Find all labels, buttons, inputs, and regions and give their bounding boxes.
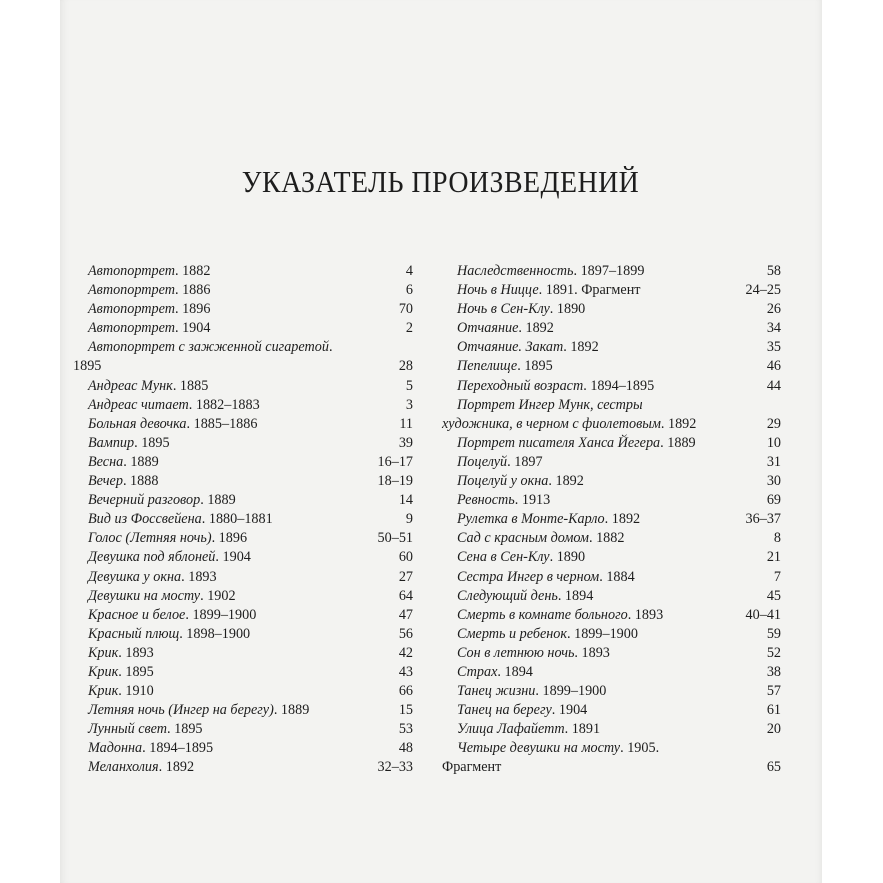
- work-year: . 1893: [118, 644, 154, 661]
- page-number: 38: [766, 663, 781, 680]
- work-name: Вечер: [88, 473, 123, 490]
- page-number: 58: [766, 263, 781, 279]
- page-number: 20: [766, 721, 781, 738]
- work-name: Девушки на мосту: [88, 587, 201, 604]
- page-number: 44: [766, 377, 781, 394]
- page-number: 26: [766, 301, 781, 318]
- work-name: Вид из Фоссвейена: [88, 511, 202, 528]
- work-year: . 1884: [599, 568, 635, 585]
- work-year: . 1891: [564, 721, 601, 738]
- work-name: Отчаяние. Закат: [457, 339, 564, 356]
- page-number: 34: [766, 320, 781, 337]
- index-entry: [457, 396, 781, 415]
- entry-title: [457, 262, 644, 281]
- page-number: 24–25: [745, 282, 781, 299]
- work-name: Смерть в комнате больного: [457, 606, 628, 623]
- work-year: . 1891. Фрагмент: [538, 282, 641, 299]
- work-year: . 1904: [215, 549, 251, 566]
- index-entry: [457, 472, 781, 491]
- page-number: 15: [398, 702, 413, 719]
- index-entry: [457, 568, 781, 587]
- index-entry: [88, 338, 413, 357]
- entry-title: [88, 510, 273, 529]
- index-entry: [457, 720, 781, 739]
- index-entry: [73, 357, 413, 376]
- index-entry: [457, 663, 781, 682]
- index-entry: [457, 338, 781, 357]
- work-year: . 1896: [211, 530, 248, 547]
- work-year: . 1899–1900: [185, 606, 257, 623]
- work-name: Крик: [88, 683, 119, 700]
- entry-title: [88, 548, 251, 567]
- work-name: Ночь в Сен-Клу: [457, 301, 550, 318]
- page-number: 70: [398, 301, 413, 318]
- work-year: . 1895: [167, 721, 203, 738]
- page-number: 5: [405, 377, 413, 394]
- work-name: Смерть и ребенок: [457, 625, 568, 642]
- entry-title: [457, 396, 643, 415]
- entry-title: [457, 720, 600, 739]
- work-name: Андреас читает: [88, 396, 189, 413]
- work-name: Поцелуй у окна: [457, 473, 549, 490]
- entry-title: [457, 606, 663, 625]
- entry-title: [73, 357, 101, 376]
- page-number: 59: [766, 625, 781, 642]
- work-year: . 1893: [181, 568, 217, 585]
- entry-title: [457, 644, 610, 663]
- entry-title: [88, 625, 250, 644]
- work-name: Девушка под яблоней: [88, 549, 216, 566]
- entry-title: [457, 319, 554, 338]
- page-number: 28: [398, 358, 413, 375]
- work-year: . 1904: [551, 702, 588, 719]
- work-year: . 1892: [518, 320, 554, 337]
- work-name: Отчаяние: [457, 320, 519, 337]
- work-year: . 1886: [174, 282, 211, 299]
- work-year: . 1892: [548, 473, 584, 490]
- work-name: Страх: [457, 663, 498, 680]
- work-year: . 1882: [588, 530, 625, 547]
- entry-title: [457, 587, 593, 606]
- entry-title: [457, 453, 543, 472]
- work-name: Переходный возраст: [457, 377, 584, 394]
- entry-title: [88, 739, 213, 758]
- page-number: 11: [399, 415, 413, 432]
- work-name: Вечерний разговор: [88, 492, 201, 509]
- index-entry: [457, 682, 781, 701]
- entry-title: [457, 625, 638, 644]
- page-number: 69: [766, 492, 781, 509]
- page-number: 56: [398, 625, 413, 642]
- work-name: Крик: [88, 663, 119, 680]
- work-name: Автопортрет с зажженной сигаретой: [88, 339, 329, 356]
- index-entry: [457, 434, 781, 453]
- index-entry: [457, 606, 781, 625]
- entry-title: [457, 281, 641, 300]
- page-number: 10: [766, 434, 781, 451]
- page-number: 64: [398, 587, 413, 604]
- entry-title: [457, 491, 550, 510]
- work-year: . 1899–1900: [567, 625, 638, 642]
- work-year: . 1882: [174, 263, 211, 279]
- work-year: . 1895: [134, 434, 170, 451]
- work-name: Красное и белое: [88, 606, 186, 623]
- index-entry: [88, 415, 413, 434]
- page-number: 50–51: [377, 530, 413, 547]
- index-entry: [442, 415, 781, 434]
- index-entry: [88, 548, 413, 567]
- work-name: художника, в черном с фиолетовым: [442, 415, 661, 432]
- work-name: Танец на берегу: [457, 702, 552, 719]
- work-year: . 1893: [627, 606, 664, 623]
- work-name: Больная девочка: [88, 415, 187, 432]
- entry-title: [457, 300, 585, 319]
- work-name: Ночь в Ницце: [457, 282, 539, 299]
- work-year: . 1894: [497, 663, 533, 680]
- index-entry: [88, 262, 413, 281]
- work-year: . 1894–1895: [142, 740, 214, 757]
- page-number: 36–37: [745, 511, 781, 528]
- work-year: . 1902: [200, 587, 236, 604]
- index-entry: [88, 758, 413, 777]
- entry-title: [457, 568, 635, 587]
- index-entry: [442, 758, 781, 777]
- page-title: УКАЗАТЕЛЬ ПРОИЗВЕДЕНИЙ: [241, 163, 640, 199]
- entry-title: [88, 606, 256, 625]
- page-number: 46: [766, 358, 781, 375]
- work-name: Девушка у окна: [88, 568, 182, 585]
- index-entry: [457, 587, 781, 606]
- entry-title: [457, 739, 659, 758]
- work-name: Автопортрет: [88, 263, 175, 279]
- work-name: Рулетка в Монте-Карло: [457, 511, 605, 528]
- entry-title: [88, 529, 247, 548]
- page-number: 18–19: [377, 473, 413, 490]
- entry-title: [88, 319, 210, 338]
- index-column-right: [442, 262, 781, 778]
- index-entry: [457, 281, 781, 300]
- index-entry: [457, 262, 781, 281]
- work-name: Голос (Летняя ночь): [88, 530, 212, 547]
- work-name: Поцелуй: [457, 453, 508, 470]
- work-name: Автопортрет: [88, 320, 175, 337]
- entry-title: [88, 663, 154, 682]
- entry-title: [88, 644, 154, 663]
- work-year: . 1889: [200, 492, 236, 509]
- work-name: Танец жизни: [457, 683, 536, 700]
- index-entry: [457, 739, 781, 758]
- entry-title: [88, 568, 217, 587]
- entry-title: [457, 682, 606, 701]
- work-name: Автопортрет: [88, 301, 175, 318]
- index-entry: [88, 491, 413, 510]
- work-year: 1895: [73, 358, 102, 375]
- page-number: 39: [398, 434, 413, 451]
- page-number: 3: [405, 396, 413, 413]
- entry-title: [442, 758, 501, 777]
- work-year: . 1890: [549, 301, 586, 318]
- index-entry: [88, 606, 413, 625]
- page-number: 57: [766, 683, 781, 700]
- entry-title: [88, 262, 210, 281]
- work-year: .: [328, 339, 333, 356]
- work-year: . 1885–1886: [186, 415, 258, 432]
- index-entry: [88, 739, 413, 758]
- page-number: 7: [773, 568, 781, 585]
- page-number: 8: [773, 530, 781, 547]
- entry-title: [88, 338, 333, 357]
- index-entry: [88, 720, 413, 739]
- work-year: . 1882–1883: [188, 396, 260, 413]
- work-year: . 1892: [158, 759, 195, 776]
- index-entry: [88, 663, 413, 682]
- work-year: . 1894–1895: [583, 377, 655, 394]
- work-name: Вампир: [88, 434, 135, 451]
- work-year: . 1890: [549, 549, 586, 566]
- work-name: Улица Лафайетт: [457, 721, 565, 738]
- entry-title: [88, 434, 170, 453]
- entry-title: [457, 357, 553, 376]
- entry-title: [457, 338, 599, 357]
- work-name: Лунный свет: [88, 721, 168, 738]
- entry-title: [88, 701, 309, 720]
- work-year: . 1894: [557, 587, 594, 604]
- entry-title: [88, 491, 236, 510]
- work-year: . 1885: [172, 377, 209, 394]
- index-entry: [88, 396, 413, 415]
- index-entry: [457, 453, 781, 472]
- work-name: Пепелище: [457, 358, 518, 375]
- index-entry: [88, 701, 413, 720]
- page-number: 65: [766, 759, 781, 776]
- index-entry: [457, 357, 781, 376]
- index-entry: [88, 587, 413, 606]
- work-name: Летняя ночь (Ингер на берегу): [88, 702, 274, 719]
- page-number: 35: [766, 339, 781, 356]
- index-entry: [457, 319, 781, 338]
- work-year: . 1893: [574, 644, 610, 661]
- entry-title: [88, 377, 208, 396]
- index-entry: [88, 434, 413, 453]
- page-number: 30: [766, 473, 781, 490]
- index-entry: [88, 510, 413, 529]
- work-name: Сад с красным домом: [457, 530, 589, 547]
- entry-title: [457, 529, 624, 548]
- entry-title: [88, 415, 257, 434]
- index-entry: [88, 529, 413, 548]
- work-name: Весна: [88, 453, 124, 470]
- work-name: Крик: [88, 644, 119, 661]
- page-number: 6: [405, 282, 413, 299]
- index-entry: [457, 300, 781, 319]
- work-name: Ревность: [457, 492, 515, 509]
- index-column-left: [73, 262, 413, 778]
- work-name: Четыре девушки на мосту: [457, 740, 621, 757]
- work-year: . 1897–1899: [573, 263, 645, 279]
- page-number: 42: [398, 644, 413, 661]
- page-number: 60: [398, 549, 413, 566]
- index-entry: [88, 644, 413, 663]
- index-entry: [457, 625, 781, 644]
- page-number: 52: [766, 644, 781, 661]
- entry-title: [88, 720, 203, 739]
- work-year: . 1897: [507, 453, 543, 470]
- work-year: . 1892: [660, 415, 697, 432]
- index-entry: [88, 625, 413, 644]
- work-name: Портрет Ингер Мунк, сестры: [457, 396, 643, 413]
- entry-title: [457, 663, 533, 682]
- index-entry: [457, 377, 781, 396]
- work-year: . 1905.: [620, 740, 660, 757]
- index-entry: [88, 453, 413, 472]
- page-number: 43: [398, 663, 413, 680]
- index-entry: [88, 568, 413, 587]
- work-year: . 1898–1900: [179, 625, 251, 642]
- page-number: 21: [766, 549, 781, 566]
- index-entry: [457, 491, 781, 510]
- entry-title: [88, 472, 158, 491]
- index-entry: [88, 682, 413, 701]
- entry-title: [88, 396, 260, 415]
- page-number: 31: [766, 453, 781, 470]
- work-year: . 1889: [123, 453, 159, 470]
- entry-title: [88, 682, 154, 701]
- entry-title: [88, 587, 236, 606]
- entry-title: [88, 758, 194, 777]
- index-entry: [88, 472, 413, 491]
- work-name: Портрет писателя Ханса Йегера: [457, 434, 661, 451]
- work-name: Наследственность: [457, 263, 574, 279]
- work-year: . 1896: [174, 301, 211, 318]
- page-number: 45: [766, 587, 781, 604]
- entry-title: [457, 472, 584, 491]
- work-year: . 1889: [660, 434, 696, 451]
- work-year: . 1892: [604, 511, 641, 528]
- work-name: Автопортрет: [88, 282, 175, 299]
- page-number: 40–41: [745, 606, 781, 623]
- index-entry: [88, 319, 413, 338]
- page-number: 4: [405, 263, 413, 279]
- entry-title: [88, 453, 159, 472]
- page-number: 9: [405, 511, 413, 528]
- entry-title: [457, 434, 696, 453]
- work-year: . 1899–1900: [535, 683, 607, 700]
- index-entry: [88, 300, 413, 319]
- page-number: 29: [766, 415, 781, 432]
- work-name: Сена в Сен-Клу: [457, 549, 550, 566]
- index-entry: [88, 377, 413, 396]
- entry-title: [88, 281, 210, 300]
- work-year: . 1888: [122, 473, 159, 490]
- work-name: Меланхолия: [88, 759, 159, 776]
- work-year: . 1904: [174, 320, 211, 337]
- page-number: 53: [398, 721, 413, 738]
- page-number: 2: [405, 320, 413, 337]
- work-name: Красный плющ: [88, 625, 180, 642]
- work-year: . 1895: [517, 358, 553, 375]
- work-year: . 1880–1881: [201, 511, 273, 528]
- entry-title: [457, 510, 640, 529]
- work-name: Следующий день: [457, 587, 558, 604]
- entry-title: [457, 377, 654, 396]
- entry-title: [442, 415, 696, 434]
- work-name: Сон в летнюю ночь: [457, 644, 575, 661]
- page-number: 14: [398, 492, 413, 509]
- work-year: Фрагмент: [442, 759, 502, 776]
- work-year: . 1889: [273, 702, 310, 719]
- work-year: . 1913: [514, 492, 551, 509]
- entry-title: [457, 701, 587, 720]
- index-entry: [457, 510, 781, 529]
- index-entry: [457, 548, 781, 567]
- page-number: 66: [398, 683, 413, 700]
- entry-title: [88, 300, 210, 319]
- work-name: Мадонна: [88, 740, 143, 757]
- work-year: . 1895: [118, 663, 154, 680]
- index-entry: [457, 529, 781, 548]
- index-entry: [88, 281, 413, 300]
- page-number: 61: [766, 702, 781, 719]
- work-name: Андреас Мунк: [88, 377, 173, 394]
- page-number: 48: [398, 740, 413, 757]
- work-name: Сестра Ингер в черном: [457, 568, 600, 585]
- index-entry: [457, 701, 781, 720]
- page-number: 27: [398, 568, 413, 585]
- page-number: 47: [398, 606, 413, 623]
- entry-title: [457, 548, 585, 567]
- index-entry: [457, 644, 781, 663]
- page-number: 32–33: [377, 759, 413, 776]
- work-year: . 1910: [118, 683, 154, 700]
- work-year: . 1892: [563, 339, 599, 356]
- page-number: 16–17: [377, 453, 413, 470]
